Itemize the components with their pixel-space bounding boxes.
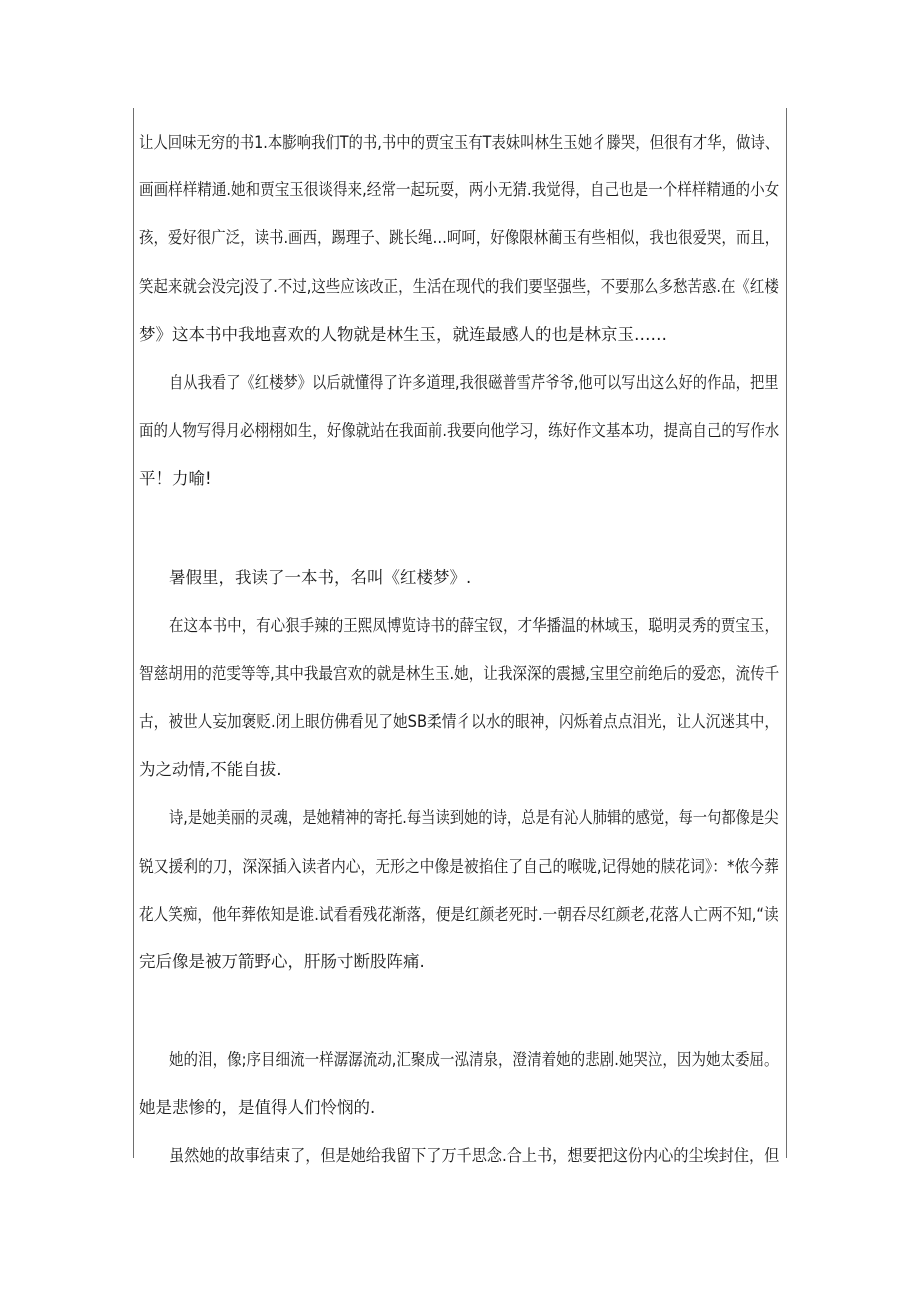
text-line: 自从我看了《红楼梦》以后就懂得了许多道理,我很磁普雪芹爷爷,他可以写出这么好的作品，把里 — [169, 373, 779, 392]
text-line: 古，被世人妄加褒贬.闭上眼仿佛看见了她SB柔情彳以水的眼神，闪烁着点点泪光，让人沉迷其中， — [139, 712, 780, 731]
text-line: 她的泪，像;序目细流一样潺潺流动,汇聚成一泓清泉，澄清着她的悲剧.她哭泣，因为她太委屈。 — [169, 1050, 779, 1069]
text-line: 花人笑痴，他年葬侬知是谁.试看看残花渐落，便是红颜老死时.一朝吞尽红颜老,花落人亡两不知,“读 — [139, 905, 779, 924]
text-line: 她是悲惨的，是值得人们怜悯的. — [139, 1098, 376, 1117]
text-line: 为之动情,不能自拔. — [139, 760, 282, 779]
text-line: 面的人物写得月必栩栩如生，好像就站在我面前.我要向他学习，练好作文基本功，提高自己的写作水 — [139, 421, 780, 440]
text-line: 画画样样精通.她和贾宝玉很谈得来,经常一起玩耍，两小无猜.我觉得，自己也是一个样样精通的小女 — [139, 180, 780, 199]
text-line: 完后像是被万箭野心，肝肠寸断股阵痛. — [139, 952, 425, 971]
text-line: 笑起来就会没完j没了.不过,这些应该改正，生活在现代的我们要坚强些，不要那么多愁苦惑.在《红楼 — [139, 277, 779, 296]
text-line: 智慈胡用的范雯等等,其中我最宫欢的就是林生玉.她，让我深深的震撼,宝里空前绝后的爱恋，流传千 — [139, 664, 780, 683]
text-line: 在这本书中，有心狠手辣的王熙凤博览诗书的薛宝钗，才华播温的林域玉，聪明灵秀的贾宝玉， — [169, 616, 779, 635]
text-line: 锐又援利的刀，深深插入读者内心，无形之中像是被掐住了自己的喉咙,记得她的牍花词》：*侬今葬 — [139, 857, 779, 876]
text-line: 梦》这本书中我地喜欢的人物就是林生玉，就连最感人的也是林京玉…… — [139, 325, 667, 344]
text-line: 诗,是她美丽的灵魂，是她精神的寄托.每当读到她的诗，总是有沁人肺辑的感觉，每一句都像是尖 — [169, 808, 779, 827]
text-line: 平！力喻! — [139, 469, 212, 488]
text-line: 暑假里，我读了一本书，名叫《红楼梦》. — [169, 568, 472, 587]
text-line: 让人回味无穷的书1.本膨响我们T的书,书中的贾宝玉有T表妹叫林生玉她彳滕哭，但很有才华，做诗、 — [139, 133, 780, 152]
text-line: 虽然她的故事结束了，但是她给我留下了万千思念.合上书，想要把这份内心的尘埃封住，但 — [169, 1146, 780, 1165]
text-line: 孩，爱好很广泛，读书.画西，踢理子、跳长绳…呵呵，好像限林蔺玉有些相似，我也很爱哭，而且， — [139, 228, 780, 247]
